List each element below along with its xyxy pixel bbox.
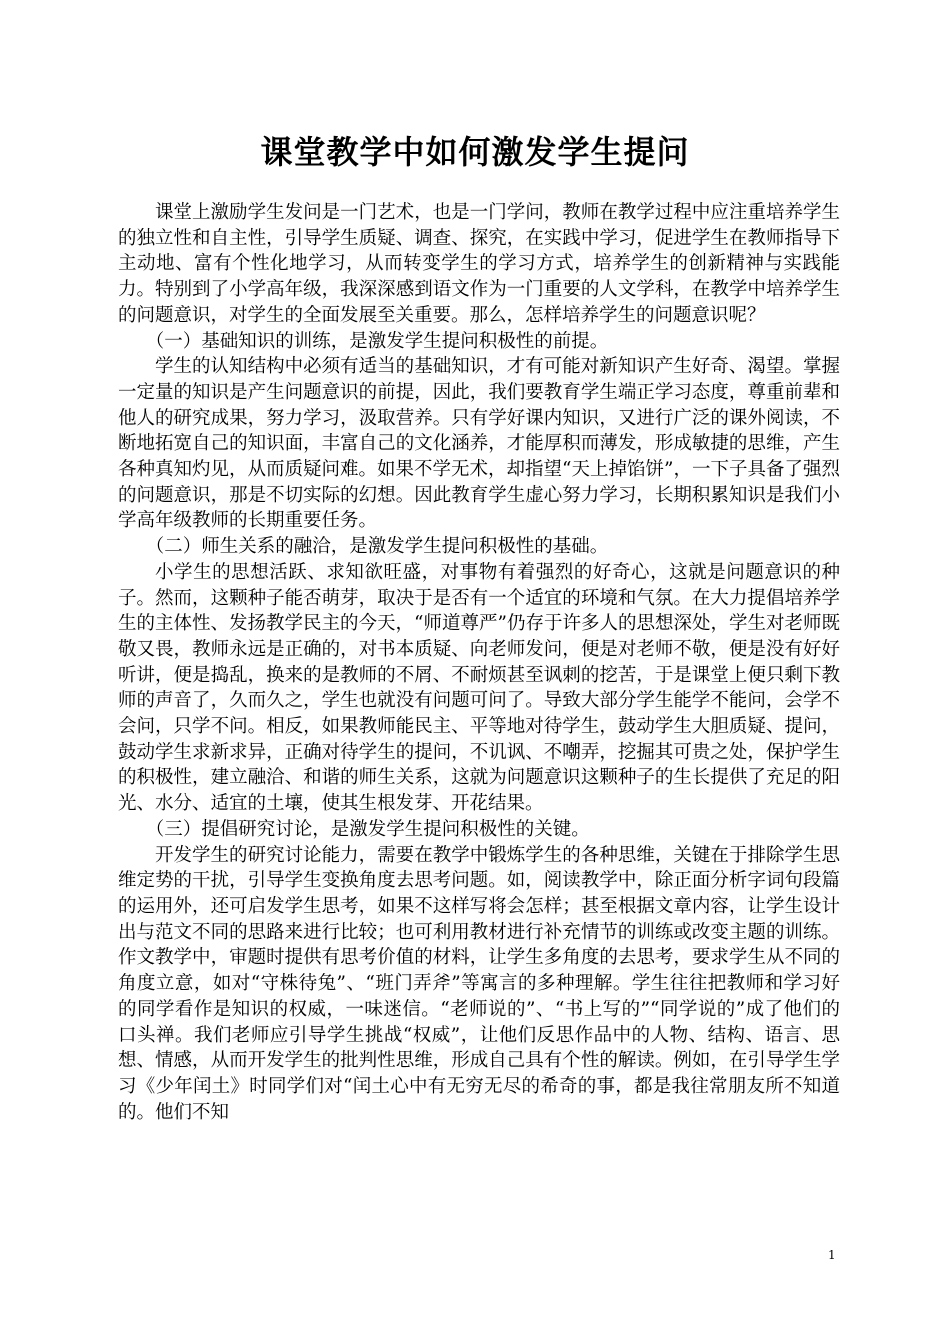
page-number: 1 [828,1248,836,1262]
section-heading-2: （二）师生关系的融洽，是激发学生提问积极性的基础。 [145,536,609,558]
document-title: 课堂教学中如何激发学生提问 [260,133,690,171]
document-body [118,200,840,1125]
section-heading-3: （三）提倡研究讨论，是激发学生提问积极性的关键。 [145,818,590,840]
section-heading-1: （一）基础知识的训练，是激发学生提问积极性的前提。 [145,330,609,352]
section-2-paragraph: 小学生的思想活跃、求知欲旺盛，对事物有着强烈的好奇心，这就是问题意识的种子。然而，这颗种子能否萌芽，取决于是否有一个适宜的环境和气氛。在大力提倡培养学生的主体性、发扬教学民主的今天，“师道尊严”仍存于许多人的思想深处，学生对老师既敬又畏，教师永远是正确的，对书本质疑、向老师发问，便是对老师不敬，便是没有好好听讲，便是捣乱，换来的是教师的不屑、不耐烦甚至讽刺的挖苦，于是课堂上便只剩下教师的声音了，久而久之，学生也就没有问题可问了。导致大部分学生能学不能问，会学不会问，只学不问。相反，如果教师能民主、平等地对待学生，鼓动学生大胆质疑、提问，鼓动学生求新求异，正确对待学生的提问，不讥讽、不嘲弄，挖掘其可贵之处，保护学生的积极性，建立融洽、和谐的师生关系，这就为问题意识这颗种子的生长提供了充足的阳光、水分、适宜的土壤，使其生根发芽、开花结果。 [118,561,840,815]
intro-paragraph: 课堂上激励学生发问是一门艺术，也是一门学问，教师在教学过程中应注重培养学生的独立性和自主性，引导学生质疑、调查、探究，在实践中学习，促进学生在教师指导下主动地、富有个性化地学习，从而转变学生的学习方式，培养学生的创新精神与实践能力。特别到了小学高年级，我深深感到语文作为一门重要的人文学科，在教学中培养学生的问题意识，对学生的全面发展至关重要。那么，怎样培养学生的问题意识呢？ [118,202,840,326]
section-1-paragraph: 学生的认知结构中必须有适当的基础知识，才有可能对新知识产生好奇、渴望。掌握一定量的知识是产生问题意识的前提，因此，我们要教育学生端正学习态度，尊重前辈和他人的研究成果，努力学习，汲取营养。只有学好课内知识，又进行广泛的课外阅读，不断地拓宽自己的知识面，丰富自己的文化涵养，才能厚积而薄发，形成敏捷的思维，产生各种真知灼见，从而质疑问难。如果不学无术，却指望“天上掉馅饼”，一下子具备了强烈的问题意识，那是不切实际的幻想。因此教育学生虚心努力学习，长期积累知识是我们小学高年级教师的长期重要任务。 [118,356,840,532]
section-3-paragraph: 开发学生的研究讨论能力，需要在教学中锻炼学生的各种思维，关键在于排除学生思维定势的干扰，引导学生变换角度去思考问题。如，阅读教学中，除正面分析字词句段篇的运用外，还可启发学生思考，如果不这样写将会怎样；甚至根据文章内容，让学生设计出与范文不同的思路来进行比较；也可利用教材进行补充情节的训练或改变主题的训练。作文教学中，审题时提供有思考价值的材料，让学生多角度的去思考，要求学生从不同的角度立意，如对“守株待兔”、“班门弄斧”等寓言的多种理解。学生往往把教师和学习好的同学看作是知识的权威，一味迷信。“老师说的”、“书上写的”“同学说的”成了他们的口头禅。我们老师应引导学生挑战“权威”，让他们反思作品中的人物、结构、语言、思想、情感，从而开发学生的批判性思维，形成自己具有个性的解读。例如，在引导学生学习《少年闰土》时同学们对“闰土心中有无穷无尽的希奇的事，都是我往常朋友所不知道的。他们不知 [118,844,840,1123]
